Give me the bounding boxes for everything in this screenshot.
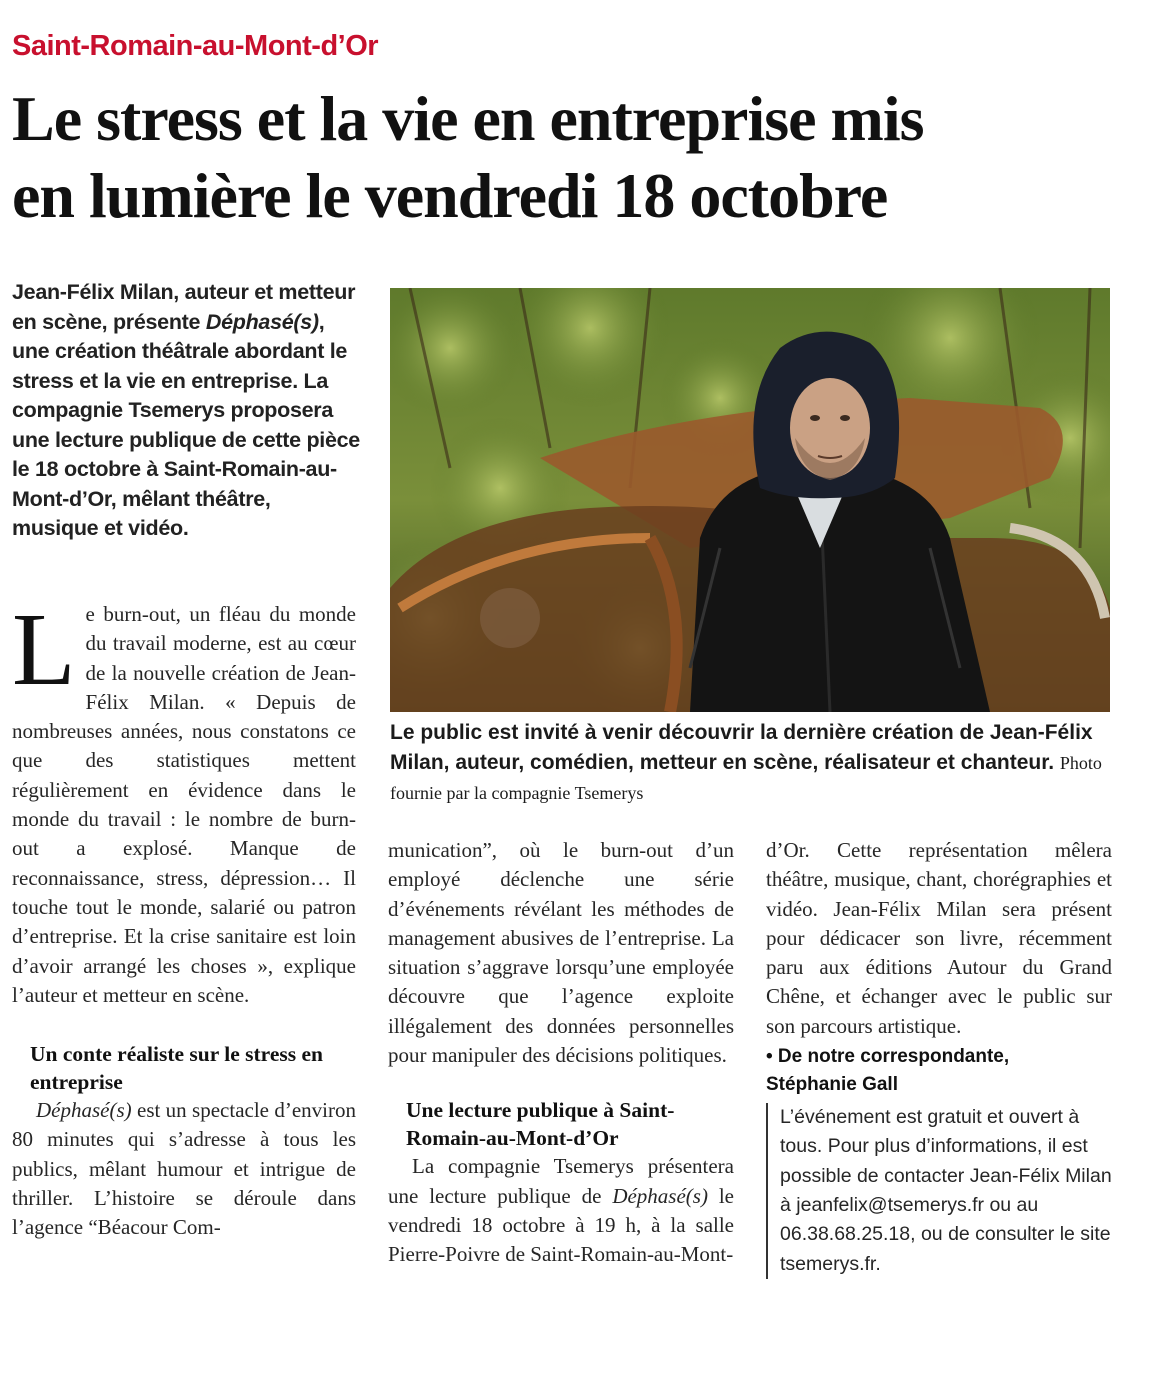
subheading-2: Une lecture publique à Saint-Romain-au-Mont-d’Or (406, 1098, 675, 1151)
headline-line-1: Le stress et la vie en entreprise mis (12, 83, 924, 154)
article-lead (12, 278, 362, 544)
body-paragraph-1 (12, 592, 356, 1010)
drop-cap: L (12, 592, 76, 707)
author-name: Stéphanie Gall (766, 1074, 898, 1096)
lead-text-2: , une création théâtrale abordant le stress et la vie en entreprise. La compagnie Tsemerys proposera une lecture publique de cette pièce le 18 octobre à Saint-Romain-au-Mont-d’Or, mêlant théâtre, musique et vidéo. (12, 309, 360, 540)
paragraph-1-text: e burn-out, un fléau du monde du travail moderne, est au cœur de la nouvelle création de Jean-Félix Milan. « Depuis de nombreuses années, nous constatons ce que des statistiques mettent régulièrement en évidence dans le monde du travail : le nombre de burn-out a explosé. Manque de reconnaissance, stress, dépression… Il touche tout le monde, salarié ou patron d’entreprise. Et la crise sanitaire est loin d’avoir arrangé les choses », explique l’auteur et metteur en scène. (12, 602, 356, 1007)
play-title: Déphasé(s) (36, 1098, 132, 1123)
caption-text: Le public est invité à venir découvrir la dernière création de Jean-Félix Milan, auteur, comédien, metteur en scène, réalisateur et chanteur. (390, 721, 1093, 774)
body-paragraph-2-continued: munication”, où le burn-out d’un employé déclenche une série d’événements révélant les méthodes de management abusives de l’entreprise. La situation s’aggrave lorsqu’une employée découvre que l’agence exploite illégalement des données personnelles pour manipuler des décisions politiques. (388, 838, 734, 1068)
lead-text-1: Jean-Félix Milan, auteur et metteur en scène, présente (12, 280, 356, 334)
practical-info-box: L’événement est gratuit et ouvert à tous. Pour plus d’informations, il est possible de contacter Jean-Félix Milan à jeanfelix@tsemerys.fr ou au 06.38.68.25.18, ou de consulter le site tsemerys.fr. (766, 1103, 1112, 1279)
article-column-2 (388, 836, 734, 1270)
article-headline (12, 80, 1152, 234)
body-paragraph-3-continued: d’Or. Cette représentation mêlera théâtre, musique, chant, chorégraphies et vidéo. Jean-Félix Milan sera présent pour dédicacer son livre, récemment paru aux éditions Autour du Grand Chêne, et échanger avec le public sur son parcours artistique. (766, 838, 1112, 1038)
section-kicker: Saint-Romain-au-Mont-d’Or (12, 30, 379, 62)
photo-illustration (390, 288, 1110, 712)
signature-line-1: • De notre correspondante, (766, 1046, 1010, 1068)
author-signature (766, 1043, 1112, 1099)
headline-line-2: en lumière le vendredi 18 octobre (12, 160, 888, 231)
body-paragraph-2 (12, 1096, 356, 1242)
photo-credit: Photo fournie par la compagnie Tsemerys (390, 753, 1102, 803)
photo-caption (390, 718, 1115, 808)
paragraph-2-text: est un spectacle d’environ 80 minutes qui s’adresse à tous les publics, mêlant humour et intrigue de thriller. L’histoire se déroule dans l’agence “Béacour Com- (12, 1098, 356, 1240)
lead-play-title: Déphasé(s) (205, 309, 319, 334)
article-column-1 (12, 592, 356, 1243)
article-column-3 (766, 836, 1112, 1279)
play-title-2: Déphasé(s) (612, 1183, 708, 1208)
subheading-1: Un conte réaliste sur le stress en entreprise (30, 1042, 323, 1095)
paragraph-3-text-b: le vendredi 18 octobre à 19 h, à la salle Pierre-Poivre de Saint-Romain-au-Mont- (388, 1183, 734, 1267)
body-paragraph-3 (388, 1152, 734, 1269)
article-photo (390, 288, 1110, 712)
paragraph-3-text-a: La compagnie Tsemerys présentera une lecture publique de (388, 1154, 734, 1208)
